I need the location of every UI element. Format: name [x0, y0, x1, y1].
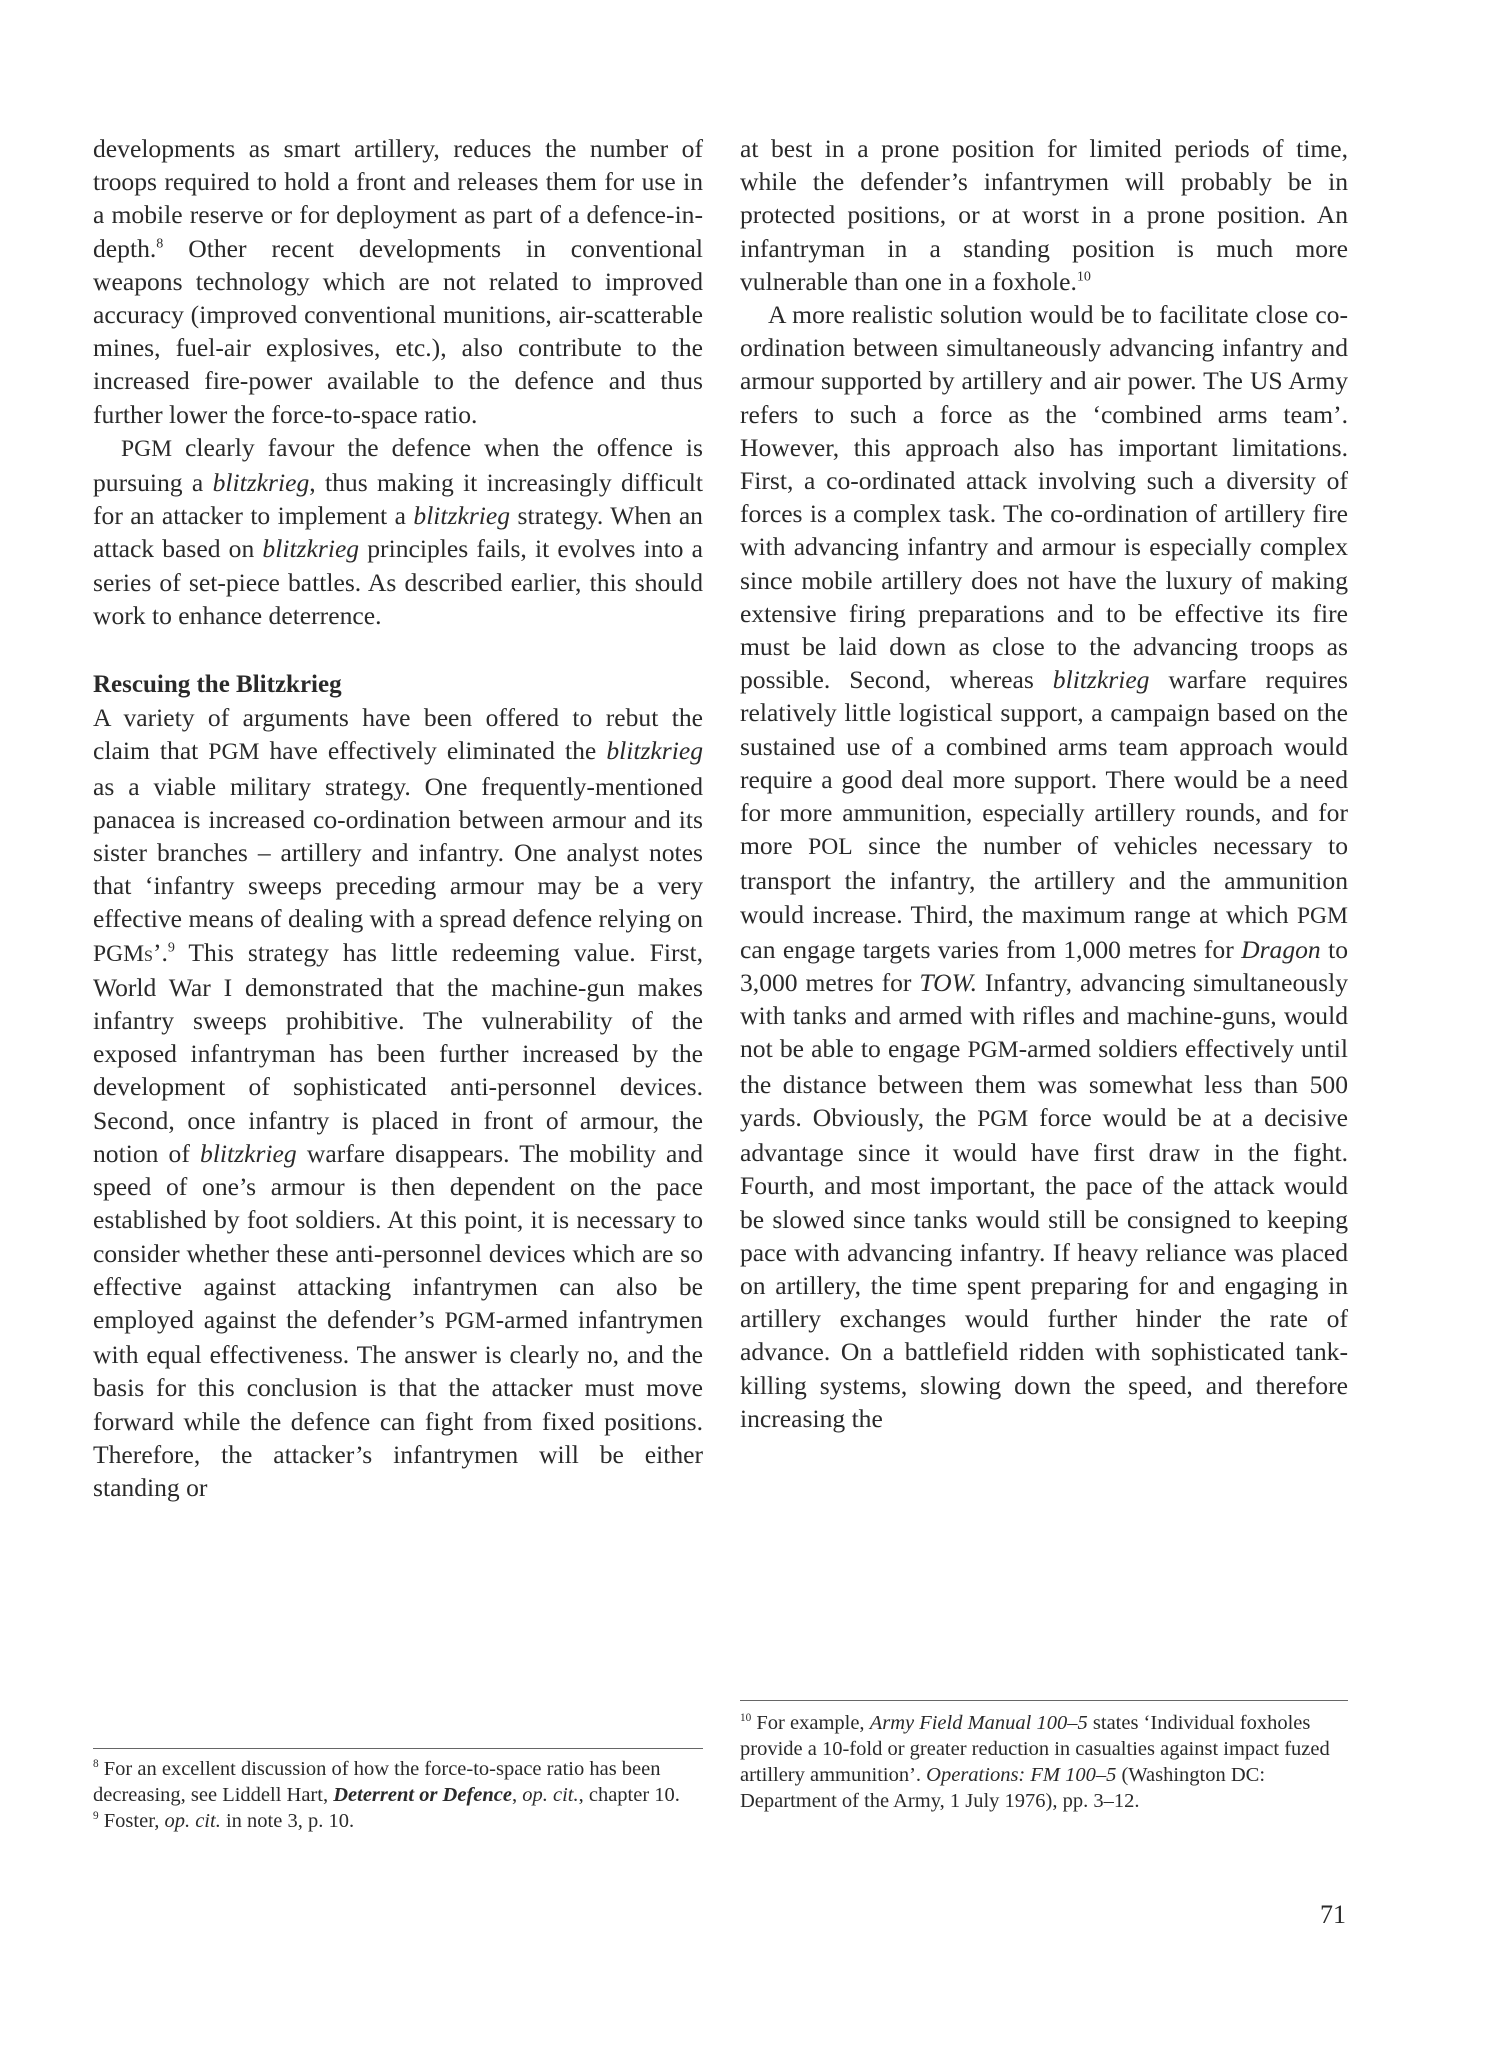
- footnote-divider: [740, 1700, 1348, 1701]
- footnotes-right: [740, 1710, 1348, 1814]
- paragraph: A more realistic solution would be to facilitate close co-ordination between simultaneously advancing infantry and armour supported by artillery and air power. The US Army refers to such a force as the ‘combined arms team’. However, this approach also has important limitations. First, a co-ordinated attack involving such a diversity of forces is a complex task. The co-ordination of artillery fire with advancing infantry and armour is especially complex since mobile artillery does not have the luxury of making extensive firing preparations and to be effective its fire must be laid down as close to the advancing troops as possible. Second, whereas blitzkrieg warfare requires relatively little logistical support, a campaign based on the sustained use of a combined arms team approach would require a good deal more support. There would be a need for more ammunition, especially artillery rounds, and for more POL since the number of vehicles necessary to transport the infantry, the artillery and the ammunition would increase. Third, the maximum range at which PGM can engage targets varies from 1,000 metres for Dragon to 3,000 metres for TOW. Infantry, advancing simultaneously with tanks and armed with rifles and machine-guns, would not be able to engage PGM-armed soldiers effectively until the distance between them was somewhat less than 500 yards. Obviously, the PGM force would be at a decisive advantage since it would have first draw in the fight. Fourth, and most important, the pace of the attack would be slowed since tanks would still be consigned to keeping pace with advancing infantry. If heavy reliance was placed on artillery, the time spent preparing for and engaging in artillery exchanges would further hinder the rate of advance. On a battlefield ridden with sophisticated tank-killing systems, slowing down the speed, and therefore increasing the: [740, 300, 1349, 1433]
- paragraph: at best in a prone position for limited periods of time, while the defender’s infantrymen will probably be in protected positions, or at worst in a prone position. An infantryman in a standing position is much more vulnerable than one in a foxhole.$^{10}$: [740, 134, 1348, 296]
- page-number: 71: [1320, 1900, 1346, 1929]
- footnotes-left: [93, 1756, 703, 1834]
- footnote-divider: [93, 1748, 703, 1749]
- paragraph: A variety of arguments have been offered to rebut the claim that PGM have effectively eliminated the blitzkrieg as a viable military strategy. One frequently-mentioned panacea is increased co-ordination between armour and its sister branches – artillery and infantry. One analyst notes that ‘infantry sweeps preceding armour may be a very effective means of dealing with a spread defence relying on PGMs’.$^9$ This strategy has little redeeming value. First, World War I demonstrated that the machine-gun makes infantry sweeps prohibitive. The vulnerability of the exposed infantryman has been further increased by the development of sophisticated anti-personnel devices. Second, once infantry is placed in front of armour, the notion of blitzkrieg warfare disappears. The mobility and speed of one’s armour is then dependent on the pace established by foot soldiers. At this point, it is necessary to consider whether these anti-personnel devices which are so effective against attacking infantrymen can also be employed against the defender’s PGM-armed infantrymen with equal effectiveness. The answer is clearly no, and the basis for this conclusion is that the attacker must move forward while the defence can fight from fixed positions. Therefore, the attacker’s infantrymen will be either standing or: [93, 703, 704, 1502]
- section-heading: Rescuing the Blitzkrieg: [93, 671, 342, 699]
- footnote-10: $^{10}$ For example, Army Field Manual 100–5 states ‘Individual foxholes provide a 10-fold or greater reduction in casualties against impact fuzed artillery ammunition’. Operations: FM 100–5 (Washington DC: Department of the Army, 1 July 1976), pp. 3–12.: [740, 1712, 1330, 1812]
- right-column: [740, 132, 1348, 1435]
- paragraph: PGM clearly favour the defence when the offence is pursuing a blitzkrieg, thus making it increasingly difficult for an attacker to implement a blitzkrieg strategy. When an attack based on blitzkrieg principles fails, it evolves into a series of set-piece battles. As described earlier, this should work to enhance deterrence.: [93, 432, 703, 630]
- footnote-8: $^8$ For an excellent discussion of how the force-to-space ratio has been decreasing, see Liddell Hart, Deterrent or Defence, op. cit., chapter 10.: [93, 1758, 680, 1806]
- footnote-ref: 10: [1076, 268, 1091, 285]
- paragraph: developments as smart artillery, reduces the number of troops required to hold a front and releases them for use in a mobile reserve or for deployment as part of a defence-in-depth.$^8$ Other recent developments in conventional weapons technology which are not related to improved accuracy (improved conventional munitions, air-scatterable mines, fuel-air explosives, etc.), also contribute to the increased fire-power available to the defence and thus further lower the force-to-space ratio.: [93, 134, 703, 429]
- footnote-ref: 8: [156, 235, 164, 252]
- footnote-ref: 9: [167, 939, 175, 956]
- left-column: [93, 132, 703, 1504]
- footnote-9: $^9$ Foster, op. cit. in note 3, p. 10.: [93, 1810, 355, 1832]
